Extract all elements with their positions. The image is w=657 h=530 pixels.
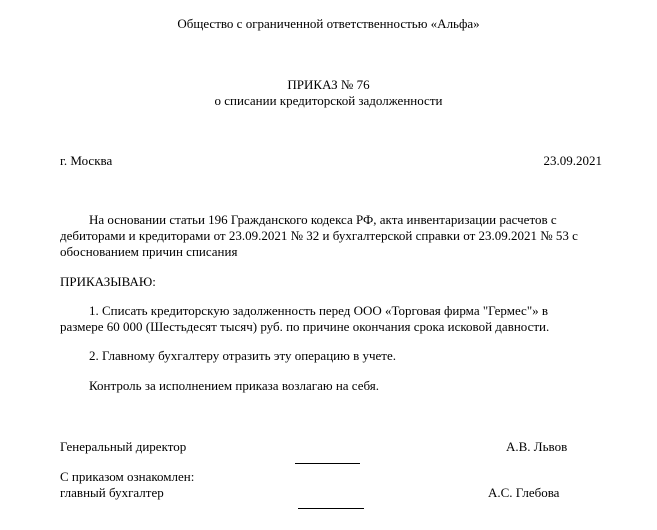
item-1-line-2: размере 60 000 (Шестьдесят тысяч) руб. по причине окончания срока исковой давности. [60, 319, 550, 334]
director-position: Генеральный директор [60, 439, 187, 454]
director-signature-line [295, 452, 360, 468]
city: г. Москва [60, 153, 113, 168]
item-1-line-1: 1. Списать кредиторскую задолженность перед ООО «Торговая фирма "Гермес"» в [89, 303, 549, 318]
director-name: А.В. Львов [506, 439, 568, 454]
basis-line-2: дебиторами и кредиторами от 23.09.2021 № 32 и бухгалтерской справки от 23.09.2021 № 53 с [60, 228, 578, 243]
item-2: 2. Главному бухгалтеру отразить эту операцию в учете. [89, 348, 396, 363]
accountant-position: главный бухгалтер [60, 485, 164, 500]
basis-line-3: обоснованием причин списания [60, 244, 238, 259]
order-date: 23.09.2021 [543, 153, 602, 168]
organization-name: Общество с ограниченной ответственностью «Альфа» [177, 16, 480, 31]
accountant-name: А.С. Глебова [488, 485, 560, 500]
order-title: ПРИКАЗ № 76 [287, 77, 370, 92]
order-word: ПРИКАЗЫВАЮ: [60, 274, 156, 289]
order-subject: о списании кредиторской задолженности [214, 93, 443, 108]
acquainted-label: С приказом ознакомлен: [60, 469, 195, 484]
control-clause: Контроль за исполнением приказа возлагаю на себя. [89, 378, 380, 393]
basis-line-1: На основании статьи 196 Гражданского кодекса РФ, акта инвентаризации расчетов с [89, 212, 557, 227]
accountant-signature-line [298, 497, 364, 513]
